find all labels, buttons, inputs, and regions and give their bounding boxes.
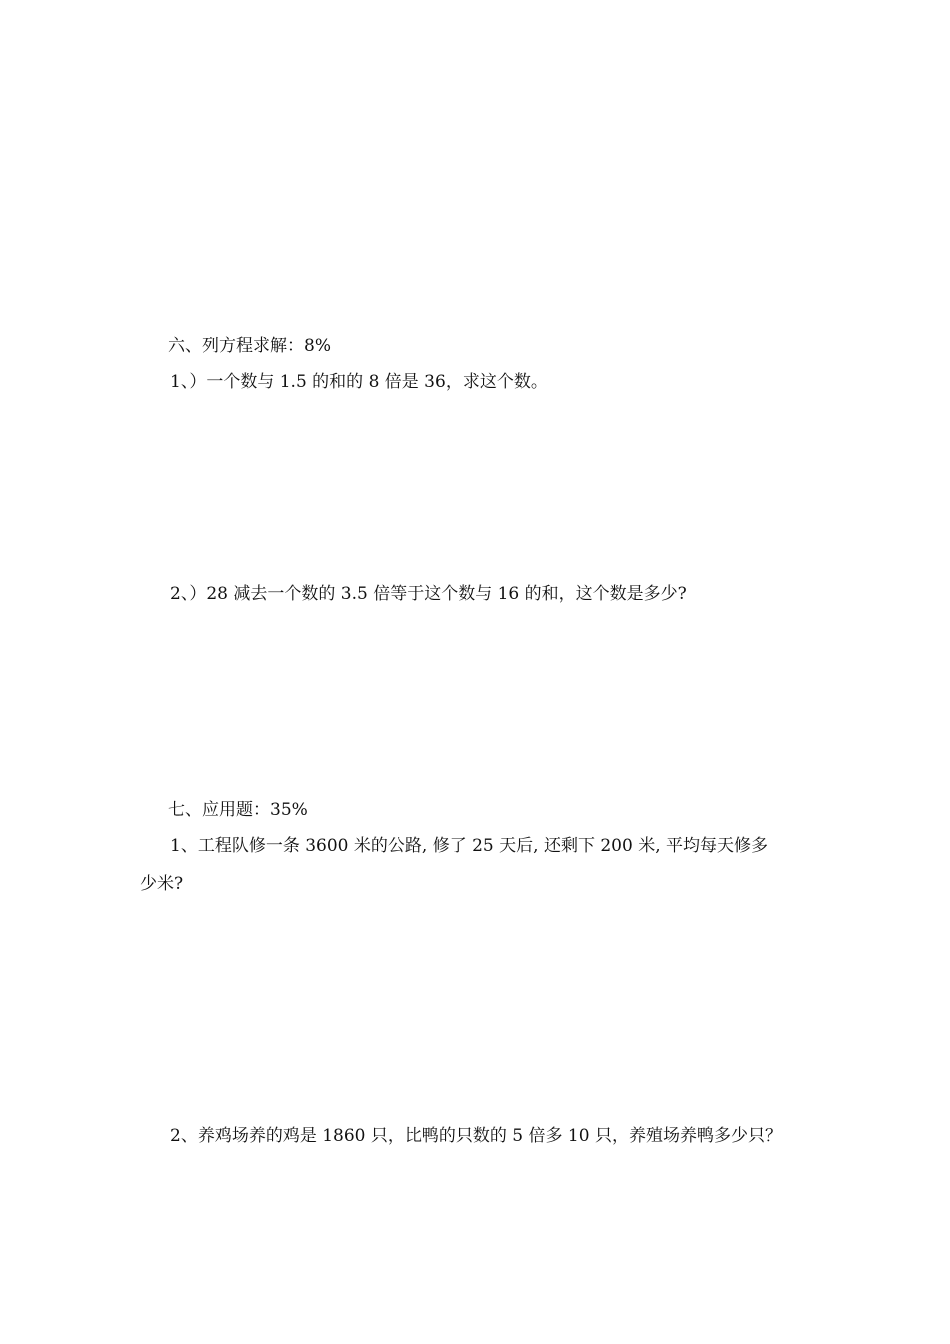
section-7-heading: 七、应用题：35%	[168, 800, 308, 820]
section-6-heading: 六、列方程求解：8%	[168, 336, 331, 356]
section-7-question-1-line-1: 1、工程队修一条 3600 米的公路, 修了 25 天后, 还剩下 200 米, 平均每天修多	[170, 836, 769, 856]
section-6-question-2: 2、）28 减去一个数的 3.5 倍等于这个数与 16 的和，这个数是多少?	[170, 584, 687, 604]
section-6-question-1: 1、）一个数与 1.5 的和的 8 倍是 36，求这个数。	[170, 372, 548, 392]
section-7-question-2: 2、养鸡场养的鸡是 1860 只，比鸭的只数的 5 倍多 10 只，养殖场养鸭多少只？	[170, 1126, 782, 1146]
section-7-question-1-line-2: 少米?	[140, 874, 184, 894]
